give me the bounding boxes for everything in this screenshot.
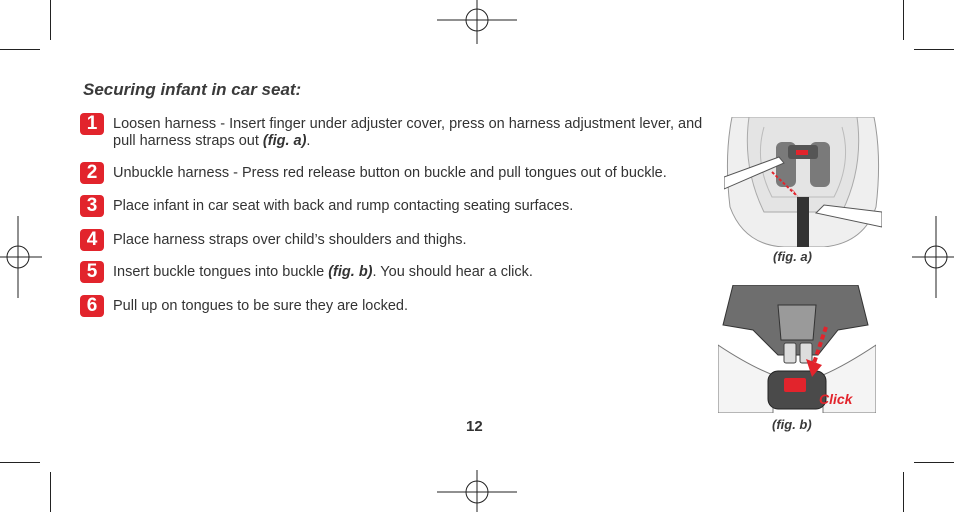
registration-mark-top [437, 0, 517, 44]
step-number: 4 [80, 229, 104, 251]
click-label: Click [819, 391, 853, 407]
figure-a-caption: (fig. a) [773, 249, 812, 264]
figure-a-illustration [724, 117, 882, 247]
step-number: 2 [80, 162, 104, 184]
step-text: Place harness straps over child’s shoulders and thighs. [113, 232, 467, 248]
step-text: Loosen harness - Insert finger under adjuster cover, press on harness adjustment lever, and pull harness straps out (fig. a). [113, 116, 703, 149]
step-text: Place infant in car seat with back and rump contacting seating surfaces. [113, 198, 574, 214]
registration-mark-bottom [437, 470, 517, 512]
section-title: Securing infant in car seat: [83, 80, 302, 99]
registration-mark-left [0, 216, 42, 298]
figure-reference: (fig. a) [262, 133, 307, 149]
registration-mark-right [912, 216, 954, 298]
figure-reference: (fig. b) [328, 264, 373, 280]
step-number: 6 [80, 295, 104, 317]
page-number: 12 [466, 418, 483, 435]
step-number: 1 [80, 113, 104, 135]
step-text: Insert buckle tongues into buckle (fig. b). You should hear a click. [113, 264, 533, 280]
step-text: Pull up on tongues to be sure they are locked. [113, 298, 409, 314]
step-number: 3 [80, 195, 104, 217]
figure-b-caption: (fig. b) [772, 417, 812, 432]
step-number: 5 [80, 261, 104, 283]
step-text: Unbuckle harness - Press red release button on buckle and pull tongues out of buckle. [113, 165, 667, 181]
